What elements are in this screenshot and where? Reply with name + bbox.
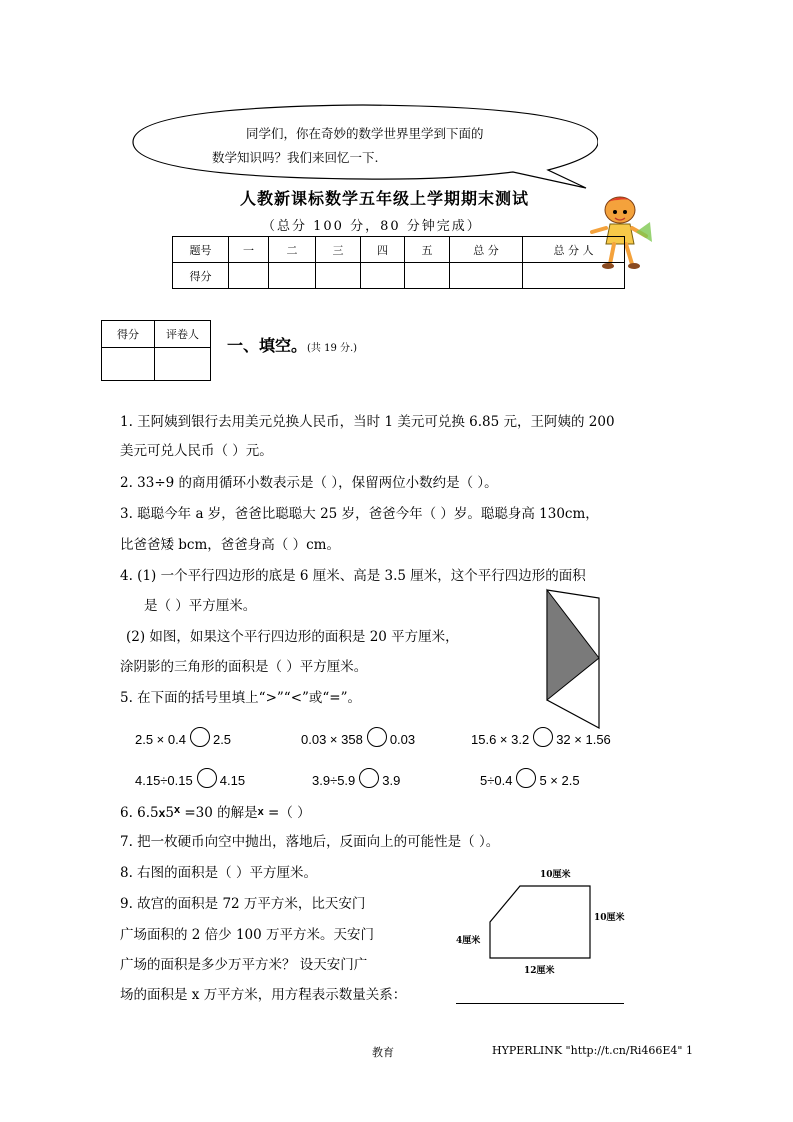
compare-item-2 [301, 727, 415, 747]
question-6 [120, 805, 311, 821]
header-cell: 三 [316, 237, 361, 263]
q6-text: =（ ） [263, 805, 311, 821]
question-8: 8. 右图的面积是（ ）平方厘米。 [120, 865, 317, 881]
compare-answer-circle[interactable] [516, 768, 536, 788]
question-5: 5. 在下面的括号里填上“>”“<”或“=”。 [120, 690, 362, 706]
question-4-line-4: 涂阴影的三角形的面积是（ ）平方厘米。 [120, 659, 368, 675]
question-1-line-2: 美元可兑人民币（ ）元。 [120, 443, 273, 459]
compare-left: 15.6 × 3.2 [471, 732, 530, 747]
score-table-score-row [173, 263, 625, 289]
compare-answer-circle[interactable] [190, 727, 210, 747]
compare-right: 3.9 [382, 773, 401, 788]
q6-var: x [158, 806, 166, 820]
section-1-title [227, 333, 357, 356]
question-7: 7. 把一枚硬币向空中抛出，落地后，反面向上的可能性是（ ）。 [120, 834, 500, 850]
grader-name-cell[interactable] [155, 348, 211, 381]
bubble-line-1: 同学们，你在奇妙的数学世界里学到下面的 [246, 126, 484, 141]
footer-left: 教育 [372, 1046, 394, 1059]
pentagon-figure [486, 880, 592, 960]
grader-name-label: 评卷人 [155, 321, 211, 348]
compare-item-3 [471, 727, 611, 747]
header-cell: 总 分 人 [523, 237, 625, 263]
question-1-line-1: 1. 王阿姨到银行去用美元兑换人民币，当时 1 美元可兑换 6.85 元，王阿姨的 200 [120, 414, 615, 430]
exam-title: 人教新课标数学五年级上学期期末测试 [240, 189, 530, 208]
score-table [172, 236, 625, 289]
bubble-line-2: 数学知识吗？我们来回忆一下. [212, 150, 379, 165]
compare-left: 5÷0.4 [480, 773, 513, 788]
score-table-header-row [173, 237, 625, 263]
compare-answer-circle[interactable] [533, 727, 553, 747]
question-4-line-1: 4. (1) 一个平行四边形的底是 6 厘米、高是 3.5 厘米，这个平行四边形的面积 [120, 568, 586, 584]
header-cell: 五 [405, 237, 450, 263]
compare-left: 0.03 × 358 [301, 732, 363, 747]
compare-item-6 [480, 768, 580, 788]
question-3-line-1: 3. 聪聪今年 a 岁，爸爸比聪聪大 25 岁，爸爸今年（ ）岁。聪聪身高 130cm， [120, 506, 599, 522]
q6-text: 6. 6.5 [120, 805, 159, 821]
exam-subtitle: （总分 100 分，80 分钟完成） [262, 219, 482, 234]
grader-score-cell[interactable] [102, 348, 155, 381]
figure-label-bottom: 12厘米 [524, 966, 555, 976]
compare-item-4 [135, 768, 245, 788]
question-9-line-3: 广场的面积是多少万平方米？ 设天安门广 [120, 957, 368, 973]
section-1-points: (共 19 分.) [307, 343, 358, 354]
compare-answer-circle[interactable] [367, 727, 387, 747]
question-2: 2. 33÷9 的商用循环小数表示是（ ），保留两位小数约是（ ）。 [120, 475, 498, 491]
grader-score-label: 得分 [102, 321, 155, 348]
compare-right: 32 × 1.56 [556, 732, 611, 747]
header-cell: 总 分 [450, 237, 523, 263]
compare-left: 4.15÷0.15 [135, 773, 193, 788]
question-4-line-3: (2) 如图，如果这个平行四边形的面积是 20 平方厘米， [126, 629, 459, 645]
header-cell: 一 [229, 237, 269, 263]
question-9-line-4: 场的面积是 x 万平方米，用方程表示数量关系： [120, 987, 407, 1003]
compare-answer-circle[interactable] [359, 768, 379, 788]
header-cell: 四 [361, 237, 405, 263]
question-4-line-2: 是（ ）平方厘米。 [144, 598, 257, 614]
header-cell: 题号 [173, 237, 229, 263]
compare-right: 4.15 [219, 773, 246, 788]
compare-right: 5 × 2.5 [539, 773, 580, 788]
grader-table [101, 320, 211, 381]
header-cell: 二 [269, 237, 316, 263]
compare-right: 2.5 [212, 732, 232, 747]
score-cell[interactable] [269, 263, 316, 289]
compare-right: 0.03 [389, 732, 416, 747]
compare-left: 2.5 × 0.4 [135, 732, 186, 747]
parallelogram-figure [545, 588, 603, 730]
figure-label-top: 10厘米 [540, 870, 571, 880]
score-cell[interactable] [405, 263, 450, 289]
score-cell[interactable] [450, 263, 523, 289]
question-3-line-2: 比爸爸矮 bcm，爸爸身高（ ）cm。 [120, 537, 340, 553]
section-1-heading: 一、填空。 [227, 336, 308, 355]
compare-item-5 [312, 768, 400, 788]
compare-answer-circle[interactable] [197, 768, 217, 788]
score-cell[interactable] [523, 263, 625, 289]
row-label: 得分 [173, 263, 229, 289]
figure-label-right: 10厘米 [594, 913, 625, 923]
question-9-line-2: 广场面积的 2 倍少 100 万平方米。天安门 [120, 927, 375, 943]
speech-bubble [128, 102, 598, 192]
question-9-line-1: 9. 故宫的面积是 72 万平方米，比天安门 [120, 896, 366, 912]
question-9-answer-line[interactable] [456, 1003, 624, 1004]
footer-hyperlink[interactable]: HYPERLINK "http://t.cn/Ri466E4" 1 [492, 1044, 693, 1057]
score-cell[interactable] [361, 263, 405, 289]
q6-var: x [173, 804, 181, 816]
figure-label-left: 4厘米 [456, 936, 481, 946]
score-cell[interactable] [316, 263, 361, 289]
score-cell[interactable] [229, 263, 269, 289]
q6-text: =30 的解是 [180, 805, 258, 821]
compare-item-1 [135, 727, 231, 747]
q6-var: x [257, 806, 264, 818]
compare-left: 3.9÷5.9 [312, 773, 356, 788]
q6-text: 5 [165, 805, 174, 821]
